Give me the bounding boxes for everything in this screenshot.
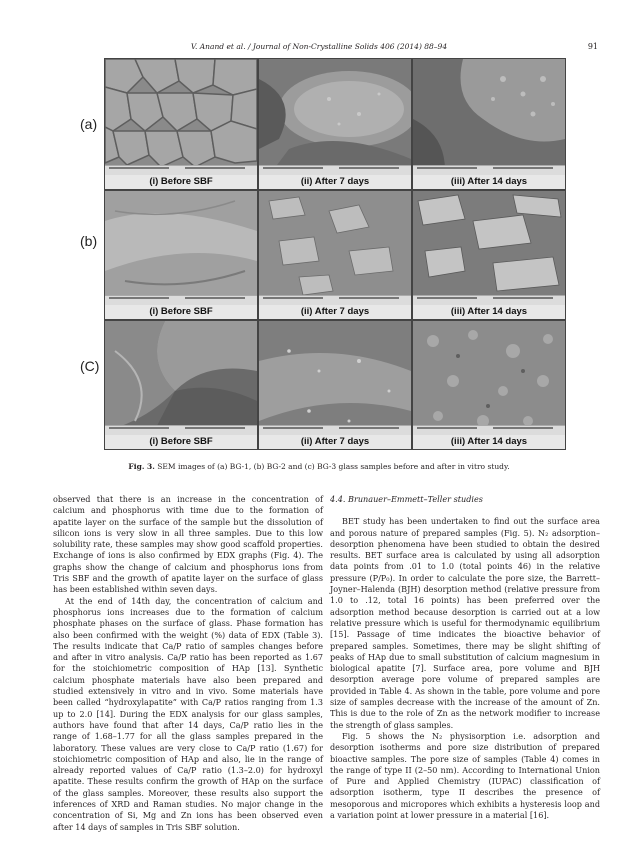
journal-reference: V. Anand et al. / Journal of Non-Crystalline Solids 406 (2014) 88–94	[190, 42, 448, 51]
figure-caption-text: SEM images of (a) BG-1, (b) BG-2 and (c) BG-3 glass samples before and after in vitro study.	[154, 462, 510, 471]
caption-a-ii: (ii) After 7 days	[259, 175, 411, 189]
caption-b-iii: (iii) After 14 days	[413, 305, 565, 319]
sem-image-c-i	[104, 320, 258, 450]
sem-image-c-iii	[412, 320, 566, 450]
page-number: 91	[587, 42, 598, 51]
sem-image-a-i	[104, 58, 258, 190]
sem-image-b-iii	[412, 190, 566, 320]
row-label-c: (C)	[80, 358, 100, 374]
left-paragraph-1: observed that there is an increase in the concentration of calcium and phosphorus with time due to the formation of apatite layer on the surface of the sample but the dissolution of silicon ions is very slow in all three samples. Due to this low solubility rate, these samples may show good scaffold properties. Exchange of ions is also confirmed by EDX graphs (Fig. 4). The graphs show the change of calcium and phosphorus ions from Tris SBF and the growth of apatite layer on the surface of glass has been established within seven days.	[53, 494, 323, 595]
caption-c-iii: (iii) After 14 days	[413, 435, 565, 449]
sem-image-a-ii	[258, 58, 412, 190]
figure-caption-label: Fig. 3.	[128, 462, 155, 471]
right-column	[330, 494, 600, 821]
section-title: 4.4. Brunauer–Emmett–Teller studies	[330, 494, 483, 504]
left-column	[53, 494, 323, 833]
caption-a-i: (i) Before SBF	[105, 175, 257, 189]
row-label-b: (b)	[80, 233, 98, 249]
right-paragraph-2: Fig. 5 shows the N₂ physisorption i.e. adsorption and desorption isotherms and pore size distribution of prepared bioactive samples. The pore size of samples (Table 4) comes in the range of type II (2–50 nm). According to International Union of Pure and Applied Chemistry (IUPAC) classification of adsorption isotherm, type II describes the presence of mesoporous and micropores which exhibits a hysteresis loop and a variation point at lower pressure in a material [16].	[330, 730, 600, 821]
right-paragraph-1: BET study has been undertaken to find out the surface area and porous nature of prepared samples (Fig. 5). N₂ adsorption–desorption phenomena have been studied to obtain the desired results. BET surface area is calculated by using all adsorption data points from .01 to 1.0 (total points 46) in the relative pressure (P/P₀). In order to calculate the pore size, the Barrett–Joyner–Halenda (BJH) desorption method (relative pressure from 1.0 to .12, total 16 points) has been preferred over the adsorption method because desorption is carried out at a low relative pressure which is useful for thermodynamic equilibrium [15]. Passage of time indicates the bioactive behavior of prepared samples. Sometimes, there may be slight shifting of peaks of HAp due to small substitution of calcium magnesium in biological apatite [7]. Surface area, pore volume and BJH desorption average pore volume of prepared samples are provided in Table 4. As shown in the table, pore volume and pore size of samples decrease with the increase of the amount of Zn. This is due to the role of Zn as the network modifier to increase the strength of glass samples.	[330, 516, 600, 730]
caption-c-ii: (ii) After 7 days	[259, 435, 411, 449]
sem-image-c-ii	[258, 320, 412, 450]
left-paragraph-2: At the end of 14th day, the concentration of calcium and phosphorus ions increases due to the formation of calcium phosphate phases on the surface of glass. Phase formation has also been confirmed with the weight (%) data of EDX (Table 3). The results indicate that Ca/P ratio of samples changes before and after in vitro analysis. Ca/P ratio has been reported as 1.67 for the stoichiometric composition of HAp [13]. Synthetic calcium phosphate materials have also been prepared and studied extensively in vitro and in vivo. Some materials have been called “hydroxylapatite” with Ca/P ratios ranging from 1.3 up to 2.0 [14]. During the EDX analysis for our glass samples, authors have found that after 14 days, Ca/P ratio lies in the range of 1.68–1.77 for all the glass samples prepared in the laboratory. These values are very close to Ca/P ratio (1.67) for stoichiometric composition of HAp and also, lie in the range of already reported values of Ca/P ratio (1.3–2.0) for hydroxyl apatite. These results confirm the growth of HAp on the surface of the glass samples. Moreover, these results also support the inferences of XRD and Raman studies. No major change in the concentration of Si, Mg and Zn ions has been observed even after 14 days of samples in Tris SBF solution.	[53, 595, 323, 832]
caption-a-iii: (iii) After 14 days	[413, 175, 565, 189]
caption-b-ii: (ii) After 7 days	[259, 305, 411, 319]
sem-image-b-ii	[258, 190, 412, 320]
sem-image-a-iii	[412, 58, 566, 190]
figure-caption	[0, 462, 638, 471]
caption-c-i: (i) Before SBF	[105, 435, 257, 449]
row-label-a: (a)	[80, 116, 98, 132]
figure-3	[72, 58, 567, 450]
caption-b-i: (i) Before SBF	[105, 305, 257, 319]
sem-image-b-i	[104, 190, 258, 320]
page-header	[0, 42, 638, 56]
